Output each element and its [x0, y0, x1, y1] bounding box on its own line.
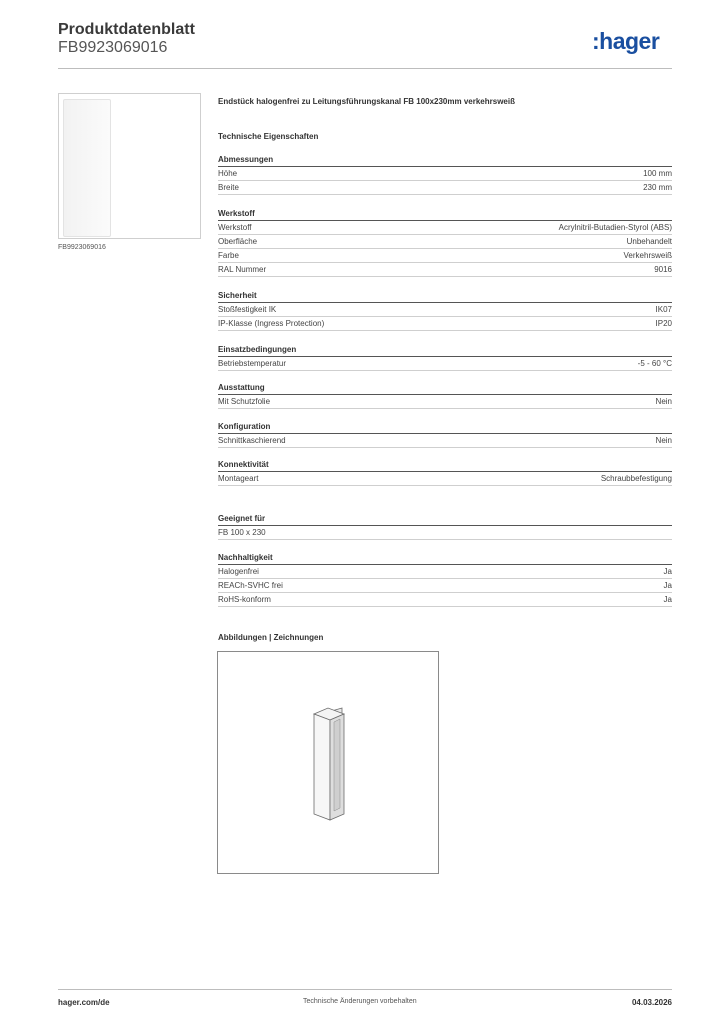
section-werkstoff — [218, 209, 672, 277]
spec-label: Werkstoff — [218, 223, 252, 232]
spec-row — [218, 167, 672, 181]
spec-label: Farbe — [218, 251, 239, 260]
section-title: Werkstoff — [218, 209, 672, 221]
spec-label: FB 100 x 230 — [218, 528, 266, 537]
section-ausstattung — [218, 383, 672, 409]
section-title: Abmessungen — [218, 155, 672, 167]
spec-value: IP20 — [655, 319, 672, 328]
spec-value: Acrylnitril-Butadien-Styrol (ABS) — [558, 223, 672, 232]
spec-row — [218, 249, 672, 263]
tech-properties-heading: Technische Eigenschaften — [218, 132, 319, 141]
spec-label: Breite — [218, 183, 239, 192]
spec-row — [218, 181, 672, 195]
spec-value: Ja — [663, 595, 672, 604]
spec-row — [218, 434, 672, 448]
section-title: Ausstattung — [218, 383, 672, 395]
spec-label: Mit Schutzfolie — [218, 397, 271, 406]
section-konnektivitaet — [218, 460, 672, 486]
spec-value: Ja — [663, 581, 672, 590]
spec-value: Unbehandelt — [626, 237, 672, 246]
section-konfiguration — [218, 422, 672, 448]
spec-label: Montageart — [218, 474, 259, 483]
spec-row — [218, 317, 672, 331]
footer-divider — [58, 989, 672, 990]
spec-row — [218, 395, 672, 409]
spec-value: 230 mm — [643, 183, 672, 192]
section-title: Konfiguration — [218, 422, 672, 434]
section-title: Einsatzbedingungen — [218, 345, 672, 357]
spec-label: IP-Klasse (Ingress Protection) — [218, 319, 325, 328]
section-title: Konnektivität — [218, 460, 672, 472]
spec-label: Schnittkaschierend — [218, 436, 286, 445]
spec-value: Nein — [655, 436, 672, 445]
spec-value: Nein — [655, 397, 672, 406]
page-title: Produktdatenblatt — [58, 21, 195, 38]
thumbnail-caption: FB9923069016 — [58, 244, 106, 251]
product-thumbnail-image — [63, 99, 111, 237]
spec-value: 100 mm — [643, 169, 672, 178]
hager-logo: :hager — [592, 28, 660, 54]
section-sicherheit — [218, 291, 672, 331]
product-description: Endstück halogenfrei zu Leitungsführungskanal FB 100x230mm verkehrsweiß — [218, 97, 515, 106]
spec-label: RAL Nummer — [218, 265, 267, 274]
spec-value: 9016 — [654, 265, 672, 274]
product-drawing-frame — [217, 651, 439, 874]
spec-row — [218, 579, 672, 593]
spec-label: Stoßfestigkeit IK — [218, 305, 277, 314]
spec-label: Halogenfrei — [218, 567, 259, 576]
spec-row — [218, 472, 672, 486]
spec-row — [218, 593, 672, 607]
figures-heading: Abbildungen | Zeichnungen — [218, 633, 324, 642]
spec-row — [218, 303, 672, 317]
spec-row — [218, 221, 672, 235]
section-title: Sicherheit — [218, 291, 672, 303]
spec-label: Betriebstemperatur — [218, 359, 287, 368]
spec-row — [218, 263, 672, 277]
spec-label: RoHS-konform — [218, 595, 271, 604]
spec-label: Oberfläche — [218, 237, 258, 246]
footer-notice: Technische Änderungen vorbehalten — [303, 998, 417, 1005]
spec-row — [218, 235, 672, 249]
spec-label: REACh-SVHC frei — [218, 581, 283, 590]
spec-row — [218, 565, 672, 579]
section-nachhaltigkeit — [218, 553, 672, 607]
section-abmessungen — [218, 155, 672, 195]
header-divider — [58, 68, 672, 69]
spec-row — [218, 357, 672, 371]
section-title: Geeignet für — [218, 514, 672, 526]
section-einsatzbedingungen — [218, 345, 672, 371]
product-code: FB9923069016 — [58, 39, 168, 56]
spec-row — [218, 526, 672, 540]
footer-date: 04.03.2026 — [631, 998, 672, 1007]
section-geeignet-fuer — [218, 514, 672, 540]
spec-value: IK07 — [655, 305, 672, 314]
spec-label: Höhe — [218, 169, 238, 178]
spec-value: Verkehrsweiß — [623, 251, 672, 260]
product-drawing — [218, 652, 438, 873]
spec-value: Ja — [663, 567, 672, 576]
spec-value: -5 - 60 °C — [637, 359, 672, 368]
section-title: Nachhaltigkeit — [218, 553, 672, 565]
product-thumbnail — [58, 93, 201, 239]
footer-website[interactable]: hager.com/de — [58, 998, 110, 1007]
spec-value: Schraubbefestigung — [600, 474, 672, 483]
